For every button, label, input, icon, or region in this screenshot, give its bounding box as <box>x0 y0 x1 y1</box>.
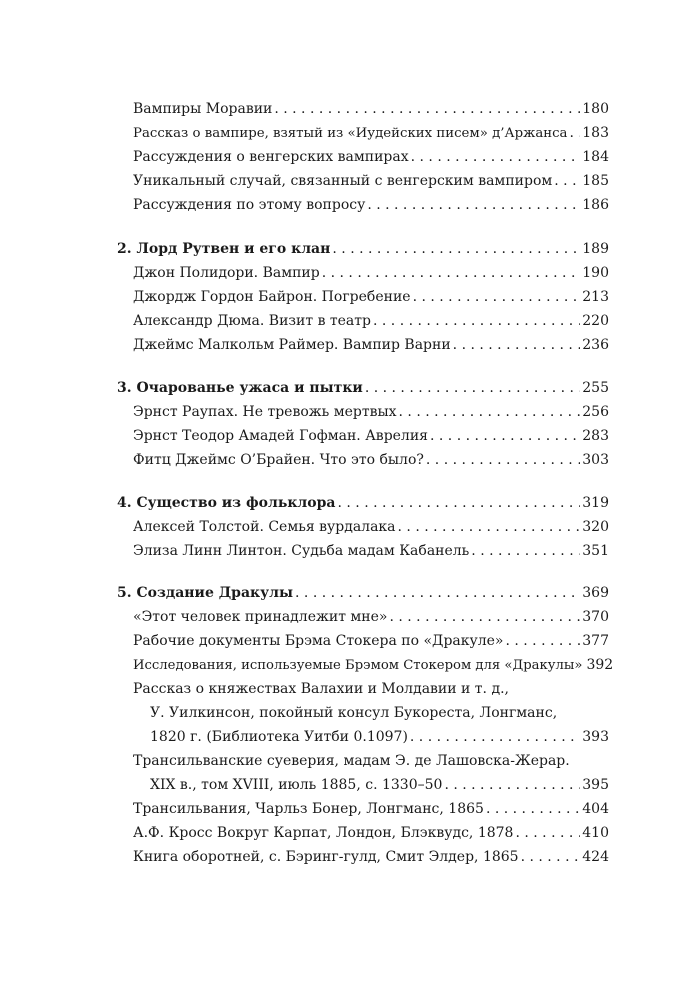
dot-leader <box>322 264 581 282</box>
toc-entry <box>150 728 609 746</box>
toc-entry-title: «Этот человек принадлежит мне» <box>133 609 388 625</box>
toc-section-heading <box>117 240 609 258</box>
toc-entry <box>150 776 609 794</box>
toc-entry-title: Эрнст Раупах. Не тревожь мертвых <box>133 404 397 420</box>
toc-entry-page: 377 <box>582 633 609 649</box>
dot-leader <box>430 427 580 445</box>
dot-leader <box>398 518 581 536</box>
toc-entry-page: 256 <box>582 404 609 420</box>
toc-entry-title: А.Ф. Кросс Вокруг Карпат, Лондон, Блэквудс, 1878 <box>133 825 514 841</box>
toc-entry-title: XIX в., том XVIII, июль 1885, с. 1330–50 <box>150 777 443 793</box>
toc-entry <box>133 264 609 282</box>
toc-entry <box>133 824 609 842</box>
dot-leader <box>367 196 580 214</box>
toc-entry-page: 185 <box>582 173 609 189</box>
toc-entry <box>133 800 609 818</box>
dot-leader <box>413 288 581 306</box>
toc-entry-page: 283 <box>582 428 609 444</box>
toc-entry-page: 184 <box>582 149 609 165</box>
toc-entry-title: Трансильвания, Чарльз Бонер, Лонгманс, 1865 <box>133 801 484 817</box>
toc-section-heading <box>117 494 609 512</box>
dot-leader <box>295 584 580 602</box>
toc-entry-title: Рассуждения по этому вопросу <box>133 197 366 213</box>
toc-section-heading <box>117 584 609 602</box>
dot-leader <box>486 800 580 818</box>
toc-entry-page: 320 <box>582 519 609 535</box>
toc-entry-page: 404 <box>582 801 609 817</box>
toc-entry-page: 255 <box>582 380 609 396</box>
toc-entry-page: 370 <box>582 609 609 625</box>
toc-entry-title: Рассказ о вампире, взятый из «Иудейских писем» д’Аржанса <box>133 126 568 141</box>
toc-entry-title: Александр Дюма. Визит в театр <box>133 313 371 329</box>
toc-entry <box>133 148 609 166</box>
toc-entry <box>133 336 609 354</box>
dot-leader <box>389 608 580 626</box>
toc-entry-page: 393 <box>582 729 609 745</box>
dot-leader <box>554 172 580 190</box>
dot-leader <box>444 776 580 794</box>
dot-leader <box>338 494 581 512</box>
toc-entry-title: Вампиры Моравии <box>133 101 273 117</box>
toc-entry <box>133 518 609 536</box>
toc-section-title: 2. Лорд Рутвен и его клан <box>117 241 331 257</box>
toc-entry-title: Рассказ о княжествах Валахии и Молдавии и т. д., <box>133 681 509 697</box>
dot-leader <box>332 240 580 258</box>
toc-entry-page: 303 <box>582 452 609 468</box>
toc-entry-page: 395 <box>582 777 609 793</box>
toc-entry-page: 190 <box>582 265 609 281</box>
dot-leader <box>410 728 580 746</box>
toc-entry <box>133 196 609 214</box>
dot-leader <box>453 336 581 354</box>
toc-entry-title: Джордж Гордон Байрон. Погребение <box>133 289 411 305</box>
toc-entry-page: 220 <box>582 313 609 329</box>
dot-leader <box>521 848 581 866</box>
toc-section-title: 4. Существо из фольклора <box>117 495 336 511</box>
toc-entry-page: 369 <box>582 585 609 601</box>
dot-leader <box>515 824 580 842</box>
toc-entry <box>133 848 609 866</box>
toc-entry-page: 424 <box>582 849 609 865</box>
toc-entry <box>133 312 609 330</box>
toc-entry <box>133 542 609 560</box>
toc-entry-title: Трансильванские суеверия, мадам Э. де Лашовска-Жерар. <box>133 753 570 769</box>
toc-entry-title: Уникальный случай, связанный с венгерским вампиром <box>133 173 553 189</box>
toc-entry-title: Эрнст Теодор Амадей Гофман. Аврелия <box>133 428 428 444</box>
dot-leader <box>411 148 581 166</box>
toc-section-title: 3. Очарованье ужаса и пытки <box>117 380 363 396</box>
toc-entry-title: 1820 г. (Библиотека Уитби 0.1097) <box>150 729 408 745</box>
toc-entry-title: Фитц Джеймс О’Брайен. Что это было? <box>133 452 424 468</box>
toc-entry <box>133 427 609 445</box>
toc-entry <box>133 608 609 626</box>
dot-leader <box>399 403 581 421</box>
toc-section-title: 5. Создание Дракулы <box>117 585 294 601</box>
toc-entry-page: 351 <box>582 543 609 559</box>
toc-entry <box>133 656 614 675</box>
toc-entry <box>133 288 609 306</box>
toc-entry-page: 319 <box>582 495 609 511</box>
toc-entry-title: Исследования, используемые Брэмом Стокером для «Дракулы» <box>133 658 583 673</box>
toc-entry-page: 189 <box>582 241 609 257</box>
toc-entry-title: Джеймс Малкольм Раймер. Вампир Варни <box>133 337 451 353</box>
toc-entry-title: Рабочие документы Брэма Стокера по «Дракуле» <box>133 633 504 649</box>
toc-entry-page: 213 <box>582 289 609 305</box>
toc-entry <box>133 172 609 190</box>
toc-entry-page: 236 <box>582 337 609 353</box>
toc-entry-page: 186 <box>582 197 609 213</box>
toc-entry-page: 183 <box>582 125 609 141</box>
toc-entry <box>133 403 609 421</box>
toc-section-heading <box>117 379 609 397</box>
dot-leader <box>426 451 580 469</box>
toc-entry-title: Элиза Линн Линтон. Судьба мадам Кабанель <box>133 543 470 559</box>
toc-entry <box>133 632 609 650</box>
dot-leader <box>274 100 580 118</box>
toc-entry-title: Рассуждения о венгерских вампирах <box>133 149 409 165</box>
toc-entry-title-continued: У. Уилкинсон, покойный консул Букореста, Лонгманс, <box>150 705 558 721</box>
dot-leader <box>373 312 580 330</box>
dot-leader <box>365 379 580 397</box>
toc-entry-title: Джон Полидори. Вампир <box>133 265 320 281</box>
dot-leader <box>471 542 580 560</box>
toc-entry-title: Книга оборотней, с. Бэринг-гулд, Смит Элдер, 1865 <box>133 849 519 865</box>
toc-entry-page: 410 <box>582 825 609 841</box>
toc-entry <box>133 124 609 143</box>
dot-leader <box>505 632 580 650</box>
toc-entry-page: 180 <box>582 101 609 117</box>
dot-leader <box>570 124 581 142</box>
toc-entry <box>133 451 609 469</box>
toc-entry-page: 392 <box>586 657 614 673</box>
toc-entry <box>133 100 609 118</box>
toc-entry-title: Алексей Толстой. Семья вурдалака <box>133 519 396 535</box>
